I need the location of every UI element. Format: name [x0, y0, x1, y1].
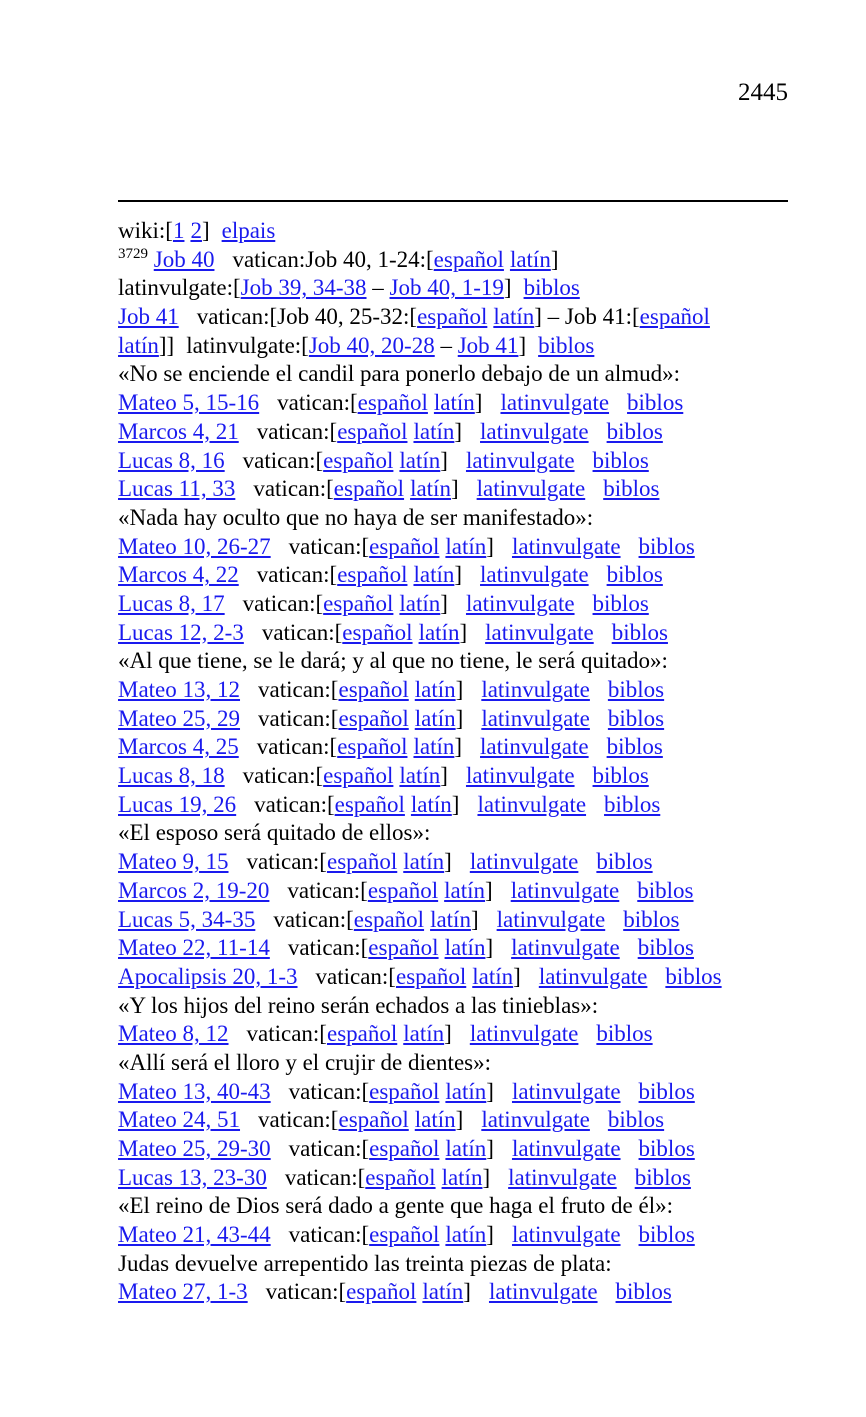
- espanol-link[interactable]: español: [323, 763, 394, 789]
- vatican-prefix: vatican:[: [284, 1164, 366, 1190]
- reference-link[interactable]: Mateo 5, 15-16: [118, 390, 260, 416]
- bracket: ]: [486, 1136, 494, 1161]
- reference-link[interactable]: Mateo 9, 15: [118, 849, 229, 875]
- biblos-link[interactable]: biblos: [637, 877, 694, 903]
- reference-line: [118, 877, 798, 906]
- biblos-link[interactable]: biblos: [638, 1078, 695, 1104]
- latin-link[interactable]: latín: [399, 763, 441, 789]
- footnote-rule: [118, 200, 788, 202]
- bracket: ]: [454, 562, 463, 588]
- bracket: ]: [440, 447, 448, 473]
- espanol-link[interactable]: español: [346, 1279, 417, 1305]
- footnote-content: [118, 217, 798, 1307]
- latin-link[interactable]: latín: [433, 390, 475, 416]
- latin-link[interactable]: latín: [445, 1078, 487, 1104]
- latinvulgate-link[interactable]: latinvulgate: [511, 935, 620, 961]
- reference-link[interactable]: Marcos 4, 21: [118, 418, 239, 444]
- latinvulgate-link[interactable]: latinvulgate: [465, 590, 575, 616]
- reference-line: [118, 561, 798, 590]
- section-heading: «El reino de Dios será dado a gente que haga el fruto de él»:: [118, 1193, 673, 1219]
- latin-link[interactable]: latín: [444, 935, 486, 961]
- bracket: ]: [486, 1222, 494, 1248]
- reference-line: [118, 590, 798, 619]
- vatican-prefix: vatican:[: [288, 1136, 370, 1161]
- section-heading: «El esposo será quitado de ellos»:: [118, 820, 431, 846]
- biblos-link[interactable]: biblos: [627, 390, 684, 416]
- bracket: ]: [503, 275, 512, 301]
- latinvulgate-link[interactable]: latinvulgate: [477, 791, 587, 817]
- latinvulgate-link[interactable]: latinvulgate: [465, 763, 575, 789]
- reference-line: [118, 676, 798, 705]
- reference-link[interactable]: Lucas 8, 16: [118, 447, 225, 473]
- bracket: ]: [444, 1021, 452, 1047]
- bracket: ]: [440, 590, 448, 616]
- reference-line: [118, 934, 798, 963]
- latinvulgate-link[interactable]: latinvulgate: [480, 562, 589, 588]
- job41-lv-line: [118, 332, 798, 361]
- vatican-prefix: vatican:[: [265, 1279, 347, 1305]
- espanol-link[interactable]: español: [395, 963, 467, 989]
- espanol-link[interactable]: español: [367, 877, 439, 903]
- latinvulgate-link[interactable]: latinvulgate: [538, 963, 648, 989]
- wiki-line: [118, 217, 798, 246]
- reference-line: [118, 533, 798, 562]
- biblos-link[interactable]: biblos: [615, 1279, 672, 1305]
- bracket: ]: [444, 849, 452, 875]
- vatican-prefix: vatican:[: [273, 906, 354, 932]
- espanol-link[interactable]: español: [333, 476, 405, 502]
- footnote-number: 3729: [118, 245, 148, 262]
- vatican-prefix: vatican:[: [256, 562, 338, 588]
- reference-line: [118, 705, 798, 734]
- reference-link[interactable]: Marcos 4, 22: [118, 562, 239, 588]
- bracket: ]: [440, 763, 448, 789]
- latinvulgate-link[interactable]: latinvulgate: [480, 418, 589, 444]
- latin-link[interactable]: latín: [414, 705, 456, 731]
- reference-link[interactable]: Mateo 27, 1-3: [118, 1279, 248, 1305]
- bracket: ]: [513, 963, 521, 989]
- espanol-link[interactable]: español: [323, 590, 394, 616]
- bracket: ]: [482, 1164, 491, 1190]
- bracket: ]: [459, 619, 468, 645]
- bracket: ]: [450, 476, 459, 502]
- latinvulgate-link[interactable]: latinvulgate: [511, 533, 621, 559]
- reference-line: [118, 1278, 798, 1307]
- biblos-link[interactable]: biblos: [606, 734, 663, 760]
- wiki-link-1[interactable]: 1: [172, 218, 185, 243]
- latin-link[interactable]: latín: [509, 246, 551, 272]
- espanol-link[interactable]: español: [369, 1222, 440, 1248]
- latin-link[interactable]: latín: [399, 590, 441, 616]
- vatican-prefix: vatican:[: [256, 734, 338, 760]
- latin-link[interactable]: latín: [441, 1164, 483, 1190]
- reference-line: [118, 475, 798, 504]
- bracket: ]: [454, 734, 463, 760]
- vatican-prefix: vatican:[: [253, 476, 334, 502]
- biblos-link[interactable]: biblos: [607, 705, 665, 731]
- elpais-link[interactable]: elpais: [221, 218, 276, 243]
- espanol-link[interactable]: español: [368, 935, 439, 961]
- latin-link[interactable]: latín: [403, 849, 445, 875]
- reference-link[interactable]: Marcos 2, 19-20: [118, 877, 270, 903]
- latinvulgate-link[interactable]: latinvulgate: [488, 1279, 598, 1305]
- vatican-prefix: vatican:[: [242, 763, 324, 789]
- reference-link[interactable]: Marcos 4, 25: [118, 734, 239, 760]
- espanol-link[interactable]: español: [338, 677, 409, 702]
- espanol-link[interactable]: español: [337, 734, 408, 760]
- espanol-link[interactable]: español: [369, 1136, 440, 1161]
- latin-link[interactable]: latín: [418, 619, 460, 645]
- section-heading: «Allí será el lloro y el crujir de dientes»:: [118, 1049, 491, 1075]
- biblos-link[interactable]: biblos: [607, 677, 665, 702]
- reference-link[interactable]: Mateo 13, 40-43: [118, 1078, 271, 1104]
- job41-link[interactable]: Job 41: [118, 304, 179, 330]
- latin-link[interactable]: latín: [445, 1136, 487, 1161]
- reference-line: [118, 1164, 798, 1193]
- biblos-link[interactable]: biblos: [523, 275, 580, 301]
- biblos-link[interactable]: biblos: [623, 906, 680, 932]
- latin-link[interactable]: latín: [410, 476, 451, 502]
- reference-link[interactable]: Mateo 22, 11-14: [118, 935, 270, 961]
- latin-link[interactable]: latín: [430, 906, 471, 932]
- latin-link[interactable]: latín: [403, 1021, 445, 1047]
- latin-link[interactable]: latín: [422, 1279, 464, 1305]
- biblos-link[interactable]: biblos: [606, 562, 663, 588]
- latinvulgate-link[interactable]: latinvulgate: [469, 849, 579, 875]
- reference-link[interactable]: Lucas 8, 18: [118, 763, 225, 789]
- latinvulgate-link[interactable]: latinvulgate: [508, 1164, 617, 1190]
- latinvulgate-link-b[interactable]: Job 41: [457, 332, 519, 358]
- latinvulgate-link[interactable]: latinvulgate: [481, 705, 590, 731]
- latinvulgate-link[interactable]: latinvulgate: [481, 1107, 590, 1133]
- biblos-link[interactable]: biblos: [592, 447, 649, 473]
- latin-link[interactable]: latín: [410, 791, 452, 817]
- bracket: ]: [201, 218, 210, 243]
- reference-line: [118, 389, 798, 418]
- reference-line: [118, 1078, 798, 1107]
- latin-link[interactable]: latín: [493, 304, 535, 330]
- latin-link[interactable]: latín: [414, 1107, 456, 1133]
- latinvulgate-link-a[interactable]: Job 40, 20-28: [308, 332, 435, 358]
- reference-link[interactable]: Apocalipsis 20, 1-3: [118, 963, 298, 989]
- espanol-link[interactable]: español: [338, 705, 409, 731]
- bracket: ]: [518, 332, 527, 358]
- wiki-prefix: wiki:[: [118, 218, 173, 243]
- dash: –: [440, 332, 452, 358]
- latinvulgate-link[interactable]: latinvulgate: [469, 1021, 579, 1047]
- espanol-link[interactable]: español: [326, 849, 398, 875]
- reference-link[interactable]: Mateo 25, 29-30: [118, 1136, 271, 1161]
- section-heading: «Al que tiene, se le dará; y al que no tiene, le será quitado»:: [118, 648, 668, 674]
- bracket: ]: [550, 246, 559, 272]
- page-number: 2445: [738, 79, 788, 106]
- vatican-prefix: vatican:Job 40, 1-24:[: [232, 246, 434, 272]
- biblos-link[interactable]: biblos: [592, 590, 649, 616]
- bracket: ]: [486, 533, 494, 559]
- biblos-link[interactable]: biblos: [638, 533, 695, 559]
- vatican-prefix: vatican:[: [258, 677, 339, 702]
- vatican-prefix: vatican:[: [242, 590, 324, 616]
- espanol-link[interactable]: español: [417, 304, 488, 330]
- latin-link[interactable]: latín: [118, 332, 159, 358]
- latin-link[interactable]: latín: [444, 877, 486, 903]
- latin-link[interactable]: latín: [413, 418, 455, 444]
- sections: [118, 360, 798, 1307]
- biblos-link[interactable]: biblos: [596, 1021, 653, 1047]
- reference-line: [118, 1221, 798, 1250]
- latin-link[interactable]: latín: [413, 562, 455, 588]
- latinvulgate-link-b[interactable]: Job 40, 1-19: [389, 275, 504, 301]
- vatican-prefix: vatican:[: [258, 1107, 339, 1133]
- bracket: ]: [486, 1078, 494, 1104]
- vatican-prefix: vatican:[: [246, 1021, 327, 1047]
- bracket: ]: [455, 1107, 464, 1133]
- biblos-link[interactable]: biblos: [638, 1136, 695, 1161]
- bracket: ]: [463, 1279, 471, 1305]
- biblos-link[interactable]: biblos: [606, 418, 663, 444]
- espanol-link[interactable]: español: [337, 418, 408, 444]
- espanol-link[interactable]: español: [433, 246, 504, 272]
- biblos-link[interactable]: biblos: [596, 849, 653, 875]
- reference-line: [118, 418, 798, 447]
- latin-link[interactable]: latín: [472, 963, 514, 989]
- bracket: ]: [485, 935, 494, 961]
- latinvulgate-link[interactable]: latinvulgate: [465, 447, 575, 473]
- espanol-link[interactable]: español: [326, 1021, 398, 1047]
- biblos-link[interactable]: biblos: [638, 1222, 695, 1248]
- section-heading: «Nada hay oculto que no haya de ser manifestado»:: [118, 504, 594, 530]
- reference-line: [118, 762, 798, 791]
- bracket: ]: [454, 418, 463, 444]
- biblos-link[interactable]: biblos: [665, 963, 722, 989]
- vatican-prefix: vatican:[: [288, 1078, 370, 1104]
- latinvulgate-link[interactable]: latinvulgate: [510, 877, 620, 903]
- reference-link[interactable]: Lucas 11, 33: [118, 476, 236, 502]
- reference-link[interactable]: Lucas 13, 23-30: [118, 1164, 267, 1190]
- vatican-prefix: vatican:[: [254, 791, 335, 817]
- vatican-prefix: vatican:[: [287, 877, 368, 903]
- reference-link[interactable]: Mateo 24, 51: [118, 1107, 241, 1133]
- job41-line: [118, 303, 798, 332]
- latin-link[interactable]: latín: [445, 533, 487, 559]
- biblos-link[interactable]: biblos: [634, 1164, 691, 1190]
- biblos-link[interactable]: biblos: [538, 332, 595, 358]
- reference-link[interactable]: Mateo 8, 12: [118, 1021, 229, 1047]
- section-heading: Judas devuelve arrepentido las treinta piezas de plata:: [118, 1250, 612, 1276]
- latinvulgate-link-a[interactable]: Job 39, 34-38: [240, 275, 367, 301]
- bracket: ]]: [158, 332, 175, 358]
- reference-link[interactable]: Mateo 25, 29: [118, 705, 241, 731]
- latinvulgate-link[interactable]: latinvulgate: [500, 390, 610, 416]
- reference-line: [118, 906, 798, 935]
- latinvulgate-link[interactable]: latinvulgate: [496, 906, 606, 932]
- latinvulgate-link[interactable]: latinvulgate: [511, 1222, 621, 1248]
- vatican-prefix: vatican:[: [315, 963, 396, 989]
- bracket: ]: [470, 906, 479, 932]
- espanol-link[interactable]: español: [639, 304, 710, 330]
- section-heading: «Y los hijos del reino serán echados a las tinieblas»:: [118, 992, 599, 1018]
- vatican-prefix: vatican:[: [242, 447, 324, 473]
- latin-link[interactable]: latín: [399, 447, 441, 473]
- espanol-link[interactable]: español: [357, 390, 428, 416]
- latinvulgate-link[interactable]: latinvulgate: [481, 677, 590, 702]
- bracket: ]: [455, 705, 464, 731]
- reference-link[interactable]: Mateo 10, 26-27: [118, 533, 271, 559]
- espanol-link[interactable]: español: [334, 791, 405, 817]
- vatican-prefix: vatican:[: [288, 533, 370, 559]
- latin-link[interactable]: latín: [445, 1222, 487, 1248]
- latinvulgate-link[interactable]: latinvulgate: [476, 476, 586, 502]
- latin-link[interactable]: latín: [414, 677, 456, 702]
- bracket: ]: [451, 791, 460, 817]
- bracket: ]: [474, 390, 483, 416]
- espanol-link[interactable]: español: [369, 1078, 440, 1104]
- latinvulgate-link[interactable]: latinvulgate: [485, 619, 594, 645]
- biblos-link[interactable]: biblos: [592, 763, 649, 789]
- reference-link[interactable]: Mateo 21, 43-44: [118, 1222, 271, 1248]
- latinvulgate-link[interactable]: latinvulgate: [511, 1078, 621, 1104]
- reference-line: [118, 1135, 798, 1164]
- reference-line: [118, 848, 798, 877]
- vatican-prefix: vatican:[Job 40, 25-32:[: [196, 304, 418, 330]
- latinvulgate-link[interactable]: latinvulgate: [511, 1136, 621, 1161]
- reference-link[interactable]: Lucas 19, 26: [118, 791, 237, 817]
- reference-link[interactable]: Mateo 13, 12: [118, 677, 241, 702]
- vatican-prefix: vatican:[: [287, 935, 369, 961]
- job40-link[interactable]: Job 40: [153, 246, 215, 272]
- biblos-link[interactable]: biblos: [611, 619, 668, 645]
- latin-link[interactable]: latín: [413, 734, 455, 760]
- reference-line: [118, 963, 798, 992]
- latinvulgate-prefix: latinvulgate:[: [186, 332, 309, 358]
- job40-lv-line: [118, 274, 798, 303]
- vatican-prefix: vatican:[: [277, 390, 358, 416]
- biblos-link[interactable]: biblos: [607, 1107, 665, 1133]
- vatican-mid: ] – Job 41:[: [534, 304, 640, 330]
- espanol-link[interactable]: español: [323, 447, 394, 473]
- vatican-prefix: vatican:[: [256, 418, 338, 444]
- job40-line: [118, 246, 798, 275]
- biblos-link[interactable]: biblos: [603, 476, 660, 502]
- espanol-link[interactable]: español: [337, 562, 408, 588]
- bracket: ]: [455, 677, 464, 702]
- reference-line: [118, 1106, 798, 1135]
- latinvulgate-prefix: latinvulgate:[: [118, 275, 241, 301]
- vatican-prefix: vatican:[: [258, 705, 339, 731]
- section-heading: «No se enciende el candil para ponerlo debajo de un almud»:: [118, 361, 681, 387]
- latinvulgate-link[interactable]: latinvulgate: [480, 734, 589, 760]
- reference-line: [118, 619, 798, 648]
- espanol-link[interactable]: español: [338, 1107, 409, 1133]
- reference-link[interactable]: Lucas 5, 34-35: [118, 906, 256, 932]
- espanol-link[interactable]: español: [342, 619, 413, 645]
- reference-line: [118, 791, 798, 820]
- biblos-link[interactable]: biblos: [604, 791, 661, 817]
- bracket: ]: [485, 877, 493, 903]
- reference-line: [118, 1020, 798, 1049]
- espanol-link[interactable]: español: [369, 533, 440, 559]
- dash: –: [372, 275, 384, 301]
- espanol-link[interactable]: español: [365, 1164, 436, 1190]
- reference-line: [118, 447, 798, 476]
- wiki-link-2[interactable]: 2: [190, 218, 202, 243]
- biblos-link[interactable]: biblos: [637, 935, 694, 961]
- reference-link[interactable]: Lucas 12, 2-3: [118, 619, 244, 645]
- vatican-prefix: vatican:[: [261, 619, 343, 645]
- vatican-prefix: vatican:[: [288, 1222, 370, 1248]
- espanol-link[interactable]: español: [353, 906, 425, 932]
- vatican-prefix: vatican:[: [246, 849, 327, 875]
- reference-link[interactable]: Lucas 8, 17: [118, 590, 225, 616]
- reference-line: [118, 733, 798, 762]
